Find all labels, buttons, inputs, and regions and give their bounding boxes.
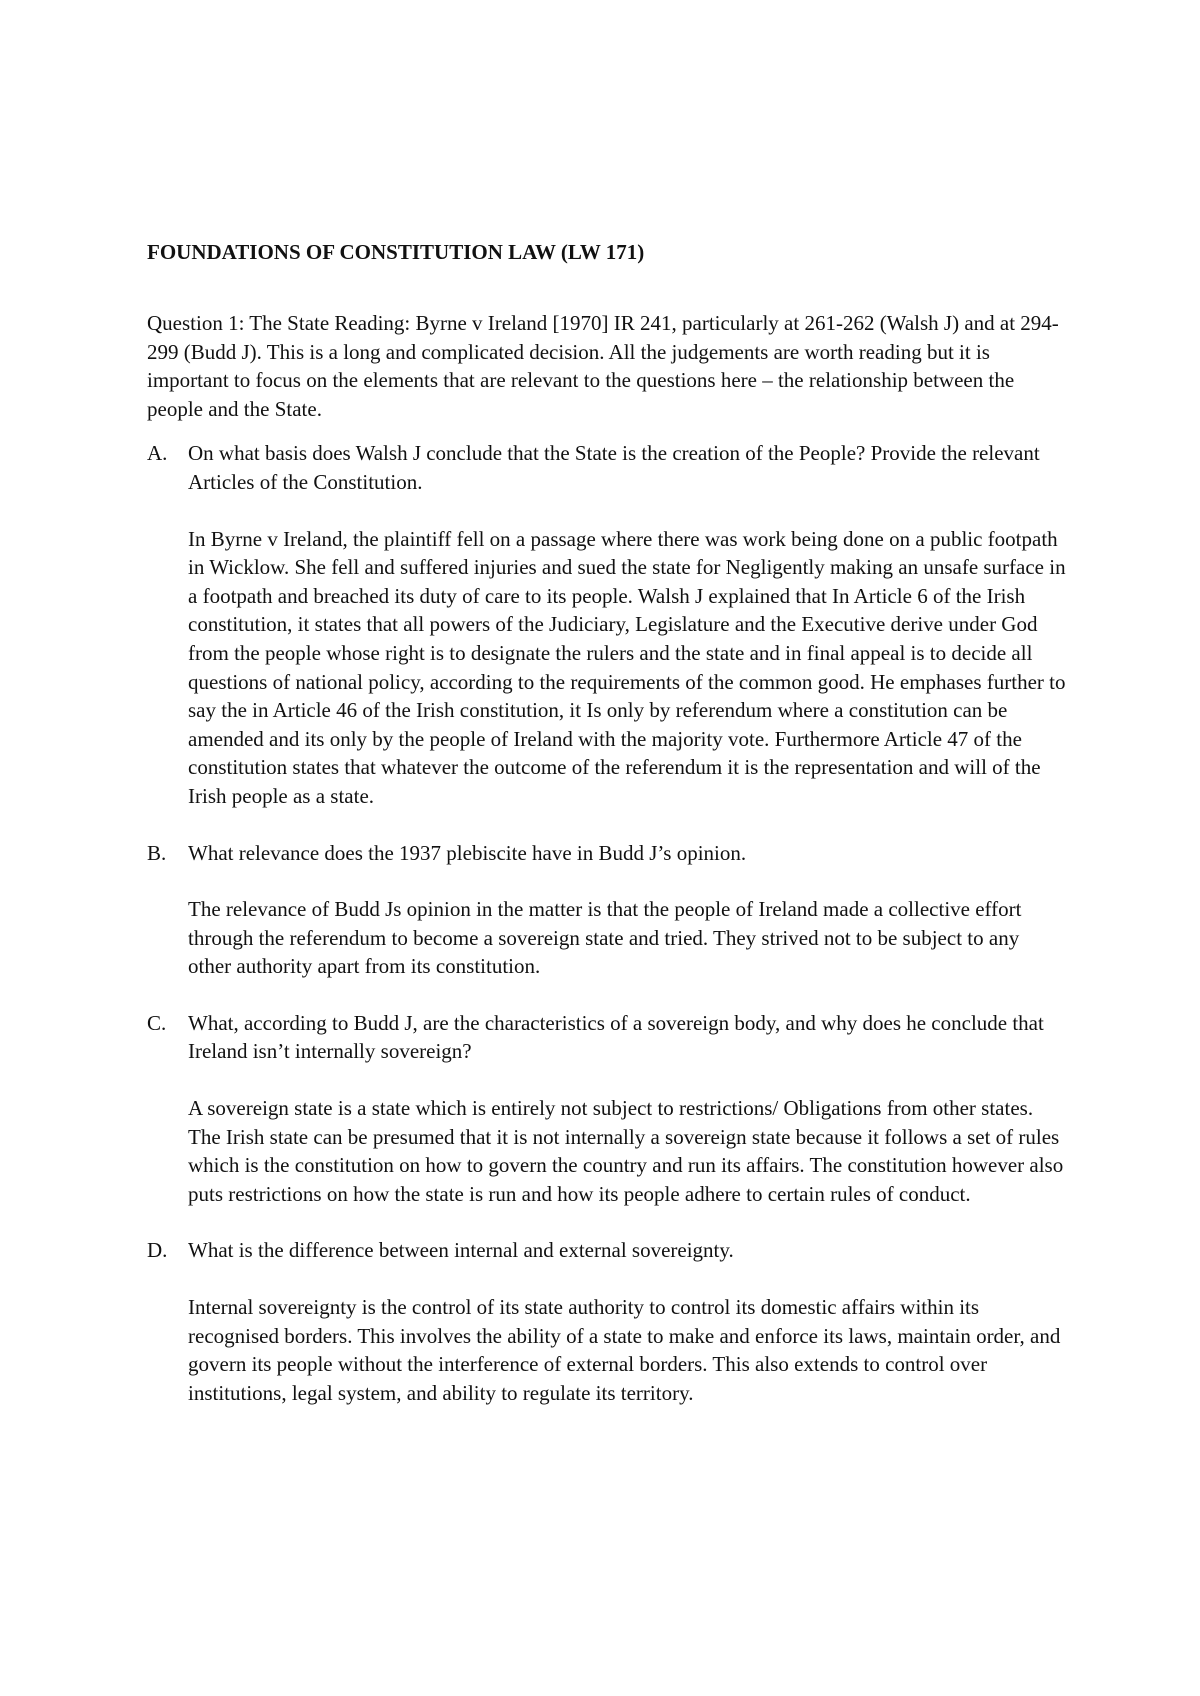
question-letter: B. [147,840,167,865]
answer-text: The relevance of Budd Js opinion in the matter is that the people of Ireland made a collective effort through the referendum to become a sovereign state and tried. They strived not to be subject to any other authority apart from its constitution. [188,897,1022,979]
question-item-a [147,439,1067,810]
question-text: What, according to Budd J, are the characteristics of a sovereign body, and why does he conclude that Ireland isn’t internally sovereign? [188,1010,1044,1064]
question-item-c [147,1009,1067,1209]
question-letter: C. [147,1010,167,1035]
answer-text: A sovereign state is a state which is entirely not subject to restrictions/ Obligations from other states. The Irish state can be presumed that it is not internally a sovereign state because it follows a set of rules which is the constitution on how to govern the country and run its affairs. The constitution however also puts restrictions on how the state is run and how its people adhere to certain rules of conduct. [188,1096,1064,1206]
answer-text: Internal sovereignty is the control of its state authority to control its domestic affairs within its recognised borders. This involves the ability of a state to make and enforce its laws, maintain order, and govern its people without the interference of external borders. This also extends to control over institutions, legal system, and ability to regulate its territory. [188,1295,1061,1405]
question-intro: Question 1: The State Reading: Byrne v Ireland [1970] IR 241, particularly at 261-262 (Walsh J) and at 294- 299 (Budd J). This is a long and complicated decision. All the judgements are worth reading but it is important to focus on the elements that are relevant to the questions here – the relationship between the people and the State. [147,311,1059,421]
question-text: What relevance does the 1937 plebiscite have in Budd J’s opinion. [188,840,747,865]
question-item-d [147,1236,1067,1407]
document-title: FOUNDATIONS OF CONSTITUTION LAW (LW 171) [147,240,645,264]
question-text: On what basis does Walsh J conclude that the State is the creation of the People? Provide the relevant Articles of the Constitution. [188,441,1040,494]
document-body [147,238,1067,1407]
question-letter: D. [147,1238,168,1263]
question-item-b [147,839,1067,981]
question-letter: A. [147,441,168,466]
question-text: What is the difference between internal and external sovereignty. [188,1238,734,1263]
answer-text: In Byrne v Ireland, the plaintiff fell on a passage where there was work being done on a public footpath in Wicklow. She fell and suffered injuries and sued the state for Negligently making an unsafe surface in a footpath and breached its duty of care to its people. Walsh J explained that In Article 6 of the Irish constitution, it states that all powers of the Judiciary, Legislature and the Executive derive under God from the people whose right is to designate the rulers and the state and in final appeal is to decide all questions of national policy, according to the requirements of the common good. He emphases further to say the in Article 46 of the Irish constitution, it Is only by referendum where a constitution can be amended and its only by the people of Ireland with the majority vote. Furthermore Article 47 of the constitution states that whatever the outcome of the referendum it is the representation and will of the Irish people as a state. [188,526,1066,808]
